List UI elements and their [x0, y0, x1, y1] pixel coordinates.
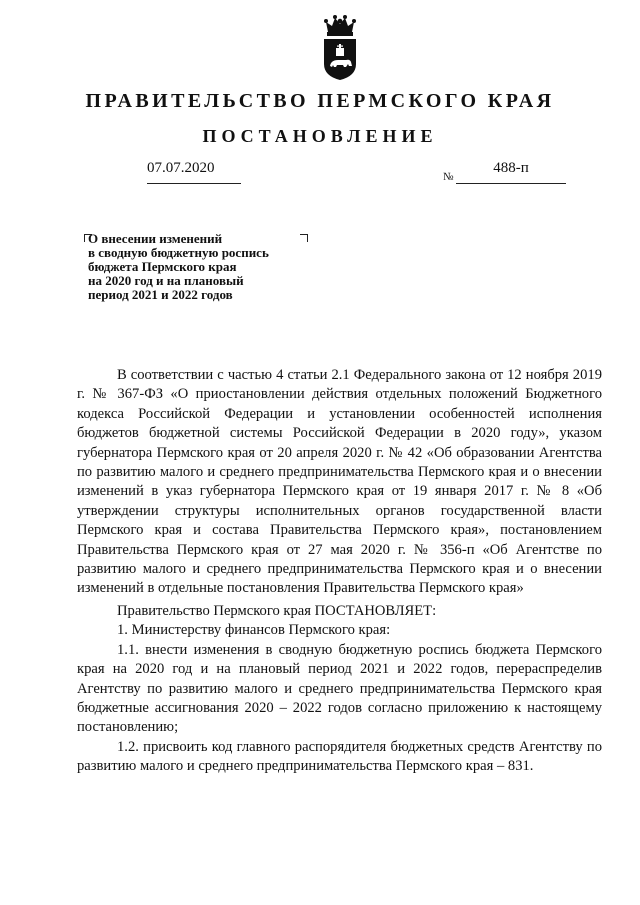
subject-line: бюджета Пермского края	[88, 259, 237, 274]
subject-line: в сводную бюджетную роспись	[88, 245, 269, 260]
document-type-title: ПОСТАНОВЛЕНИЕ	[202, 126, 438, 146]
resolves-paragraph: Правительство Пермского края ПОСТАНОВЛЯЕТ:	[117, 602, 437, 619]
subject-line: на 2020 год и на плановый	[88, 273, 244, 288]
preamble-paragraph: В соответствии с частью 4 статьи 2.1 Федерального закона от 12 ноября 2019 г. № 367-ФЗ «О приостановлении действия отдельных положений Бюджетного кодекса Российской Федерации и установлении особенностей исполнения бюджетов бюджетной системы Российской Федерации в 2020 году», указом губернатора Пермского края от 20 апреля 2020 г. № 42 «Об образовании Агентства по развитию малого и среднего предпринимательства Пермского края и о внесении изменений в указ губернатора Пермского края от 19 января 2017 г. № 8 «Об утверждении структуры исполнительных органов государственной власти Пермского края и состава Правительства Пермского края», постановлением Правительства Пермского края от 27 мая 2020 г. № 356-п «Об Агентстве по развитию малого и среднего предпринимательства Пермского края и о внесении изменений в отдельные постановления Правительства Пермского края»	[77, 367, 602, 597]
item-1-1-paragraph: 1.1. внести изменения в сводную бюджетную роспись бюджета Пермского края на 2020 год и на плановый период 2021 и 2022 годов, перераспределив Агентству по развитию малого и среднего предпринимательства Пермского края бюджетные ассигнования 2020 – 2022 годов согласно приложению к настоящему постановлению;	[77, 641, 602, 736]
subject-line: О внесении изменений	[88, 231, 223, 246]
document-date: 07.07.2020	[147, 160, 241, 184]
perm-krai-coat-of-arms-icon	[319, 10, 361, 82]
number-label: №	[443, 171, 454, 183]
document-body	[77, 366, 602, 777]
subject-line: период 2021 и 2022 годов	[88, 287, 233, 302]
document-number: 488-п	[456, 160, 566, 184]
government-title: ПРАВИТЕЛЬСТВО ПЕРМСКОГО КРАЯ	[85, 90, 555, 112]
item-1-2-paragraph: 1.2. присвоить код главного распорядителя бюджетных средств Агентству по развитию малого и среднего предпринимательства Пермского края – 831.	[77, 738, 602, 775]
item-1-paragraph: 1. Министерству финансов Пермского края:	[117, 622, 391, 639]
document-subject	[88, 232, 318, 302]
